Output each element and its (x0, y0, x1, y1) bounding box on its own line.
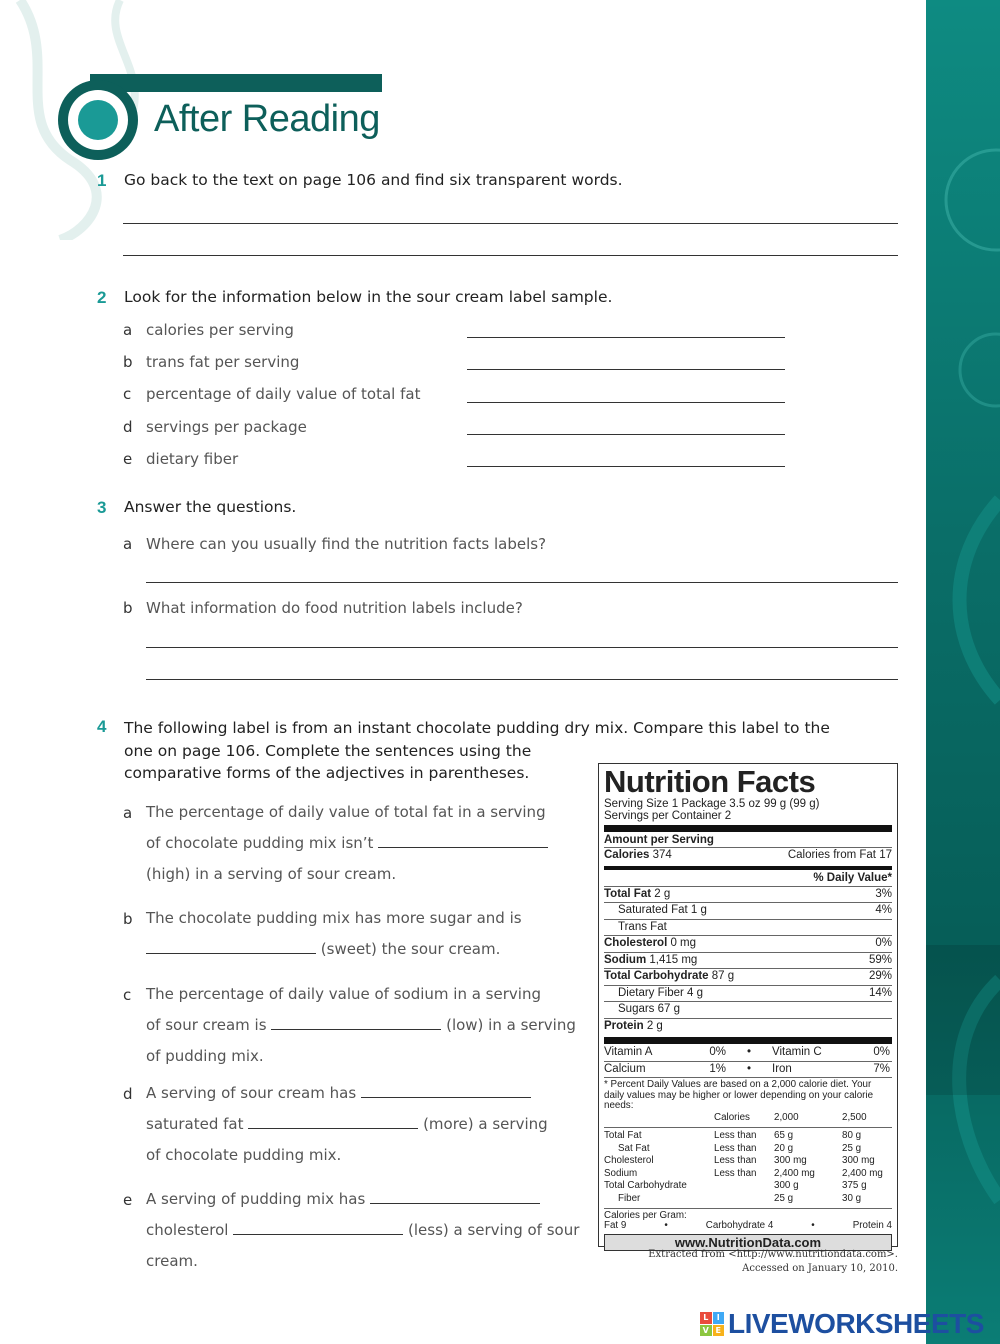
reference-cell: Less than (714, 1130, 757, 1142)
sentence-a (146, 797, 586, 890)
item-letter: c (123, 986, 132, 1004)
reference-cell: Total Fat (604, 1130, 642, 1142)
nutrient-rows (604, 886, 892, 1035)
question-3-text: Answer the questions. (124, 498, 297, 516)
nutrient-name: Dietary Fiber 4 g (618, 986, 704, 999)
sentence-line (146, 934, 586, 965)
reference-cell (714, 1193, 774, 1206)
nutrient-dv: 59% (868, 953, 892, 966)
reference-row (604, 1143, 892, 1156)
nutrient-row (604, 935, 892, 952)
reference-cell: 25 g (774, 1193, 794, 1205)
reference-row (604, 1180, 892, 1193)
answer-line[interactable] (146, 679, 898, 680)
table-head-cell: 2,500 (842, 1111, 867, 1123)
answer-line[interactable] (467, 369, 785, 370)
item-text: dietary fiber (146, 450, 239, 468)
nutrient-label (618, 1002, 680, 1018)
table-head-cell: Calories (714, 1111, 750, 1123)
nutrient-label (604, 936, 696, 952)
nutrient-label (618, 920, 667, 936)
reference-cell (714, 1180, 774, 1193)
reference-row (604, 1130, 892, 1143)
per-gram (604, 1208, 892, 1232)
sentence-fragment: (sweet) the sour cream. (320, 940, 501, 958)
cube-letter: L (700, 1312, 712, 1324)
sentence-line (146, 1184, 586, 1215)
answer-line[interactable] (123, 255, 898, 256)
bullet: • (746, 1046, 752, 1058)
reference-table-head (604, 1112, 892, 1125)
reference-cell: Sat Fat (618, 1142, 650, 1154)
item-text: What information do food nutrition labels include? (146, 599, 523, 617)
amount-per-serving: Amount per Serving (604, 834, 714, 846)
header-circle-icon (58, 80, 138, 160)
per-gram-label: Calories per Gram: (604, 1209, 687, 1221)
nutrient-name: Saturated Fat 1 g (618, 904, 707, 916)
question-3-number: 3 (97, 498, 107, 517)
section-header (58, 74, 388, 160)
item-letter: b (123, 353, 133, 371)
vitamin-cell: 1% (709, 1062, 726, 1075)
nutrient-row (604, 968, 892, 985)
cube-letter: V (700, 1325, 712, 1337)
item-letter: b (123, 910, 133, 928)
answer-line[interactable] (146, 647, 898, 648)
sentence-c (146, 979, 586, 1072)
reference-row (604, 1168, 892, 1181)
reference-cell: 80 g (842, 1130, 862, 1142)
item-text: Where can you usually find the nutrition facts labels? (146, 535, 547, 553)
liveworksheets-logo (700, 1309, 1000, 1339)
nutrient-amount: 87 g (711, 970, 735, 982)
servings-per-container: Servings per Container 2 (604, 810, 732, 822)
per-gram-values (604, 1221, 892, 1232)
sentence-line: of chocolate pudding mix. (146, 1146, 342, 1164)
bullet: • (664, 1220, 668, 1232)
divider (604, 1037, 892, 1044)
divider (604, 825, 892, 832)
fill-blank[interactable] (233, 1219, 403, 1235)
footnote: * Percent Daily Values are based on a 2,000 calorie diet. Your daily values may be higher or lower depending on your calorie needs: (604, 1077, 892, 1112)
item-letter: a (123, 535, 133, 553)
nutrient-row (604, 1018, 892, 1035)
website-link[interactable]: www.NutritionData.com (604, 1234, 892, 1251)
vitamin-cell: Vitamin C (772, 1046, 822, 1058)
reference-cell: Cholesterol (604, 1155, 654, 1167)
vitamin-cell: 0% (709, 1046, 726, 1058)
question-1-number: 1 (97, 171, 107, 190)
sentence-d (146, 1078, 586, 1171)
divider (604, 866, 892, 870)
item-letter: e (123, 450, 133, 468)
nutrient-amount: 0 mg (670, 937, 697, 949)
nutrient-name: Sugars 67 g (618, 1003, 681, 1015)
nutrient-label (604, 1019, 663, 1035)
logo-text: LIVEWORKSHEETS (728, 1308, 984, 1339)
daily-value-header: % Daily Value* (813, 871, 892, 884)
nutrient-name: Total Carbohydrate (604, 970, 709, 982)
source-credit (600, 1248, 898, 1276)
vitamin-cell: Vitamin A (604, 1046, 653, 1058)
reference-table (604, 1127, 892, 1206)
question-4-line: The following label is from an instant chocolate pudding dry mix. Compare this label to the (124, 719, 830, 737)
item-letter: a (123, 321, 133, 339)
reference-cell: 25 g (842, 1142, 862, 1154)
calories-from-fat: Calories from Fat 17 (787, 849, 892, 861)
item-text: calories per serving (146, 321, 294, 339)
item-letter: d (123, 418, 133, 436)
sentence-fragment: A serving of sour cream has (146, 1084, 357, 1102)
nutrient-row (604, 952, 892, 969)
calories-row (604, 847, 892, 864)
reference-cell: Total Carbohydrate (604, 1180, 687, 1192)
calories-value: 374 (652, 849, 672, 861)
per-gram-protein: Protein 4 (852, 1220, 892, 1232)
nutrient-dv: 14% (868, 986, 892, 999)
sentence-b (146, 903, 586, 965)
fill-blank[interactable] (378, 832, 548, 848)
sentence-line (146, 1010, 586, 1041)
question-4-line: comparative forms of the adjectives in parentheses. (124, 764, 530, 782)
sentence-fragment: cholesterol (146, 1221, 229, 1239)
reference-cell: 300 mg (774, 1155, 807, 1167)
sentence-line (146, 1078, 586, 1109)
vitamin-cell: Iron (772, 1062, 792, 1075)
serving-size: Serving Size 1 Package 3.5 oz 99 g (99 g) (604, 798, 820, 810)
answer-line[interactable] (467, 337, 785, 338)
sentence-e (146, 1184, 586, 1277)
nutrient-name: Cholesterol (604, 937, 668, 949)
nutrient-row (604, 919, 892, 936)
per-gram-fat: Fat 9 (604, 1220, 627, 1232)
vitamin-cell: Calcium (604, 1062, 646, 1075)
item-text: percentage of daily value of total fat (146, 385, 421, 403)
vitamin-row (604, 1061, 892, 1078)
sentence-line: The chocolate pudding mix has more sugar and is (146, 909, 522, 927)
per-gram-carb: Carbohydrate 4 (705, 1220, 774, 1232)
item-letter: c (123, 385, 132, 403)
page-title: After Reading (154, 98, 380, 140)
question-2-text: Look for the information below in the sour cream label sample. (124, 288, 613, 306)
vitamin-cell: 7% (873, 1062, 890, 1075)
nutrient-name: Sodium (604, 953, 647, 966)
sentence-line: The percentage of daily value of sodium in a serving (146, 985, 541, 1003)
nutrient-dv: 3% (875, 887, 892, 900)
fill-blank[interactable] (146, 938, 316, 954)
answer-line[interactable] (146, 582, 898, 583)
nutrient-amount: 1,415 mg (649, 953, 698, 966)
answer-line[interactable] (467, 402, 785, 403)
cube-letter: I (713, 1312, 725, 1324)
vitamin-row (604, 1045, 892, 1061)
nutrient-name: Trans Fat (618, 920, 667, 933)
question-1-text: Go back to the text on page 106 and find six transparent words. (124, 171, 623, 189)
nutrient-dv: 4% (875, 904, 892, 916)
nutrient-name: Protein (604, 1019, 644, 1032)
reference-cell: Fiber (618, 1193, 641, 1205)
sentence-fragment: saturated fat (146, 1115, 244, 1133)
reference-cell: 30 g (842, 1193, 862, 1205)
reference-cell: 2,400 mg (774, 1167, 815, 1179)
question-4-line: one on page 106. Complete the sentences using the (124, 741, 532, 760)
sentence-fragment: (low) in a serving (446, 1016, 576, 1034)
reference-cell: 65 g (774, 1130, 794, 1142)
calories-label: Calories (604, 849, 650, 861)
sentence-line: The percentage of daily value of total fat in a serving (146, 803, 546, 821)
item-letter: b (123, 599, 133, 617)
item-letter: d (123, 1085, 133, 1103)
item-letter: e (123, 1191, 133, 1209)
sentence-line: (high) in a serving of sour cream. (146, 865, 397, 883)
reference-cell: Sodium (604, 1167, 638, 1179)
answer-line[interactable] (467, 434, 785, 435)
nutrient-label (618, 903, 707, 919)
nutrient-row (604, 886, 892, 903)
item-text: servings per package (146, 418, 307, 436)
vitamin-cell: 0% (873, 1046, 890, 1058)
sentence-line: of pudding mix. (146, 1047, 264, 1065)
sentence-line (146, 1215, 586, 1246)
credit-line: Extracted from <http://www.nutritiondata.com>. (648, 1249, 898, 1260)
sentence-line: cream. (146, 1252, 198, 1270)
nutrient-label (604, 953, 697, 969)
reference-cell: 375 g (842, 1180, 867, 1192)
nutrient-label (604, 887, 670, 903)
reference-cell: 20 g (774, 1142, 794, 1154)
reference-cell: 300 mg (842, 1155, 875, 1167)
nutrient-row (604, 902, 892, 919)
sentence-fragment: of chocolate pudding mix isn’t (146, 834, 374, 852)
reference-row (604, 1155, 892, 1168)
nutrient-dv: 29% (868, 970, 892, 982)
band-swirl (926, 0, 1000, 1344)
nutrition-title: Nutrition Facts (604, 764, 816, 799)
header-bar (90, 74, 382, 92)
table-head-cell: 2,000 (774, 1111, 799, 1123)
reference-cell: 2,400 mg (842, 1167, 883, 1179)
item-text: trans fat per serving (146, 353, 300, 371)
nutrient-row (604, 985, 892, 1002)
answer-line[interactable] (467, 466, 785, 467)
nutrient-amount: 2 g (654, 887, 671, 900)
nutrient-name: Total Fat (604, 887, 652, 900)
bullet: • (746, 1062, 752, 1075)
sentence-line (146, 1109, 586, 1140)
bullet: • (811, 1220, 815, 1232)
side-decorative-band (926, 0, 1000, 1344)
reference-cell: 300 g (774, 1180, 799, 1192)
nutrient-label (604, 969, 734, 985)
fill-blank[interactable] (248, 1113, 418, 1129)
reference-cell: Less than (714, 1167, 757, 1179)
nutrient-amount: 2 g (646, 1019, 663, 1032)
vitamin-rows (604, 1045, 892, 1077)
reference-cell: Less than (714, 1142, 757, 1154)
nutrition-facts-label (598, 763, 898, 1250)
sentence-fragment: (more) a serving (423, 1115, 548, 1133)
item-letter: a (123, 804, 133, 822)
sentence-line (146, 828, 586, 859)
logo-cube-icon (700, 1312, 724, 1336)
answer-line[interactable] (123, 223, 898, 224)
sentence-fragment: of sour cream is (146, 1016, 267, 1034)
sentence-fragment: A serving of pudding mix has (146, 1190, 366, 1208)
nutrient-label (618, 986, 703, 1002)
sentence-fragment: (less) a serving of sour (408, 1221, 580, 1239)
question-2-number: 2 (97, 288, 107, 307)
question-4-number: 4 (97, 717, 107, 736)
fill-blank[interactable] (370, 1188, 540, 1204)
nutrient-row (604, 1001, 892, 1018)
fill-blank[interactable] (271, 1014, 441, 1030)
credit-line: Accessed on January 10, 2010. (742, 1263, 898, 1274)
calories-cell (604, 848, 672, 864)
reference-cell: Less than (714, 1155, 757, 1167)
cube-letter: E (713, 1325, 725, 1337)
nutrient-dv: 0% (875, 937, 892, 949)
reference-row (604, 1193, 892, 1206)
fill-blank[interactable] (361, 1082, 531, 1098)
